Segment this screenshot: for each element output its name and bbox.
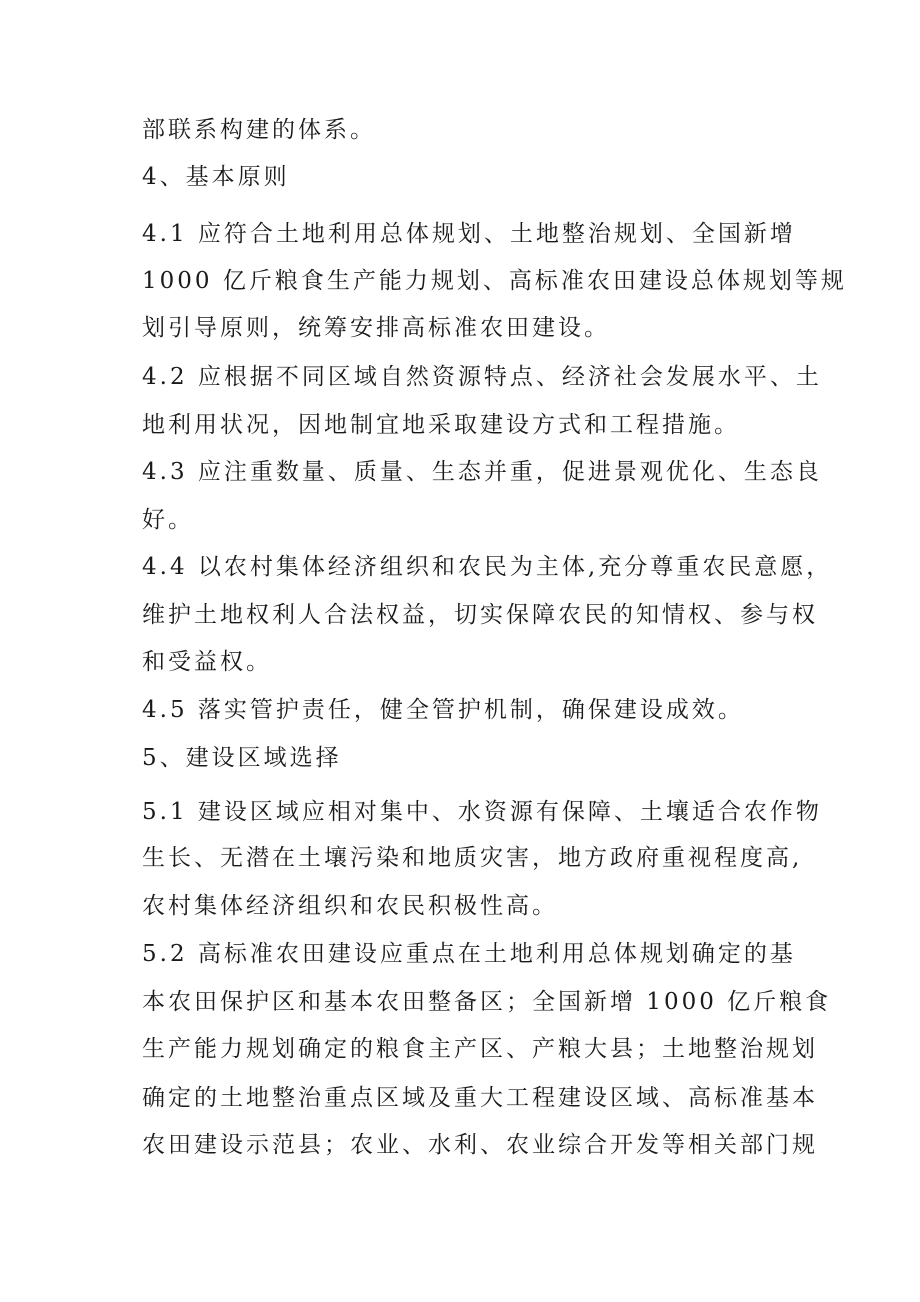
text-line: 和受益权。 xyxy=(142,649,272,675)
text-line: 生长、无潜在土壤污染和地质灾害，地方政府重视程度高, xyxy=(142,845,803,871)
text-line: 4.2 应根据不同区域自然资源特点、经济社会发展水平、土 xyxy=(142,364,822,390)
text-line: 1000 亿斤粮食生产能力规划、高标准农田建设总体规划等规 xyxy=(142,268,847,294)
section-heading: 4、基本原则 xyxy=(142,164,290,190)
text-line: 部联系构建的体系。 xyxy=(142,117,376,143)
section-heading: 5、建设区域选择 xyxy=(142,745,342,771)
text-line: 划引导原则，统筹安排高标准农田建设。 xyxy=(142,315,610,341)
text-line: 农村集体经济组织和农民积极性高。 xyxy=(142,893,558,919)
text-line: 地利用状况，因地制宜地采取建设方式和工程措施。 xyxy=(142,412,740,438)
text-line: 5.1 建设区域应相对集中、水资源有保障、土壤适合农作物 xyxy=(142,799,822,825)
text-line: 确定的土地整治重点区域及重大工程建设区域、高标准基本 xyxy=(142,1085,818,1111)
text-line: 4.3 应注重数量、质量、生态并重，促进景观优化、生态良 xyxy=(142,459,822,485)
text-line: 维护土地权利人合法权益，切实保障农民的知情权、参与权 xyxy=(142,602,818,628)
text-line: 本农田保护区和基本农田整备区；全国新增 1000 亿斤粮食 xyxy=(142,989,832,1015)
text-line: 好。 xyxy=(142,507,194,533)
text-line: 生产能力规划确定的粮食主产区、产粮大县；土地整治规划 xyxy=(142,1036,818,1062)
text-line: 4.1 应符合土地利用总体规划、土地整治规划、全国新增 xyxy=(142,221,796,247)
text-line: 农田建设示范县；农业、水利、农业综合开发等相关部门规 xyxy=(142,1132,818,1158)
text-line: 4.5 落实管护责任，健全管护机制，确保建设成效。 xyxy=(142,697,744,723)
text-line: 4.4 以农村集体经济组织和农民为主体,充分尊重农民意愿， xyxy=(142,554,833,580)
text-line: 5.2 高标准农田建设应重点在土地利用总体规划确定的基 xyxy=(142,941,796,967)
